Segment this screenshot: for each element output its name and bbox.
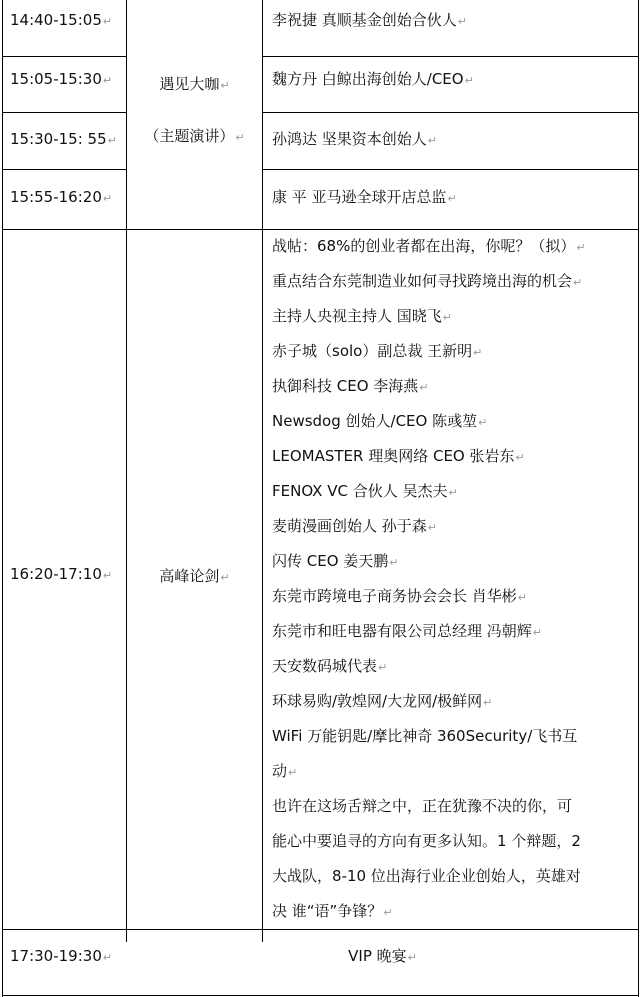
time-cell: 15:05-15:30↵ [10,70,113,88]
row-divider [262,56,639,57]
forum-line: 闪传 CEO 姜天鹏↵ [272,552,399,570]
forum-line: 东莞市和旺电器有限公司总经理 冯朝辉↵ [272,622,542,640]
table-border-right [638,0,639,997]
time-cell: 15:30-15: 55↵ [10,130,117,148]
time-cell: 17:30-19:30↵ [10,947,113,965]
column-divider-2 [262,0,263,942]
forum-line: 环球易购/敦煌网/大龙网/极鲜网↵ [272,692,493,710]
forum-line: 主持人央视主持人 国晓飞↵ [272,307,452,325]
forum-line: 赤子城（solo）副总裁 王新明↵ [272,342,483,360]
forum-line: 决 谁“语”争锋？↵ [272,902,393,920]
session-label: 遇见大咖↵ [159,75,230,93]
forum-line: 战帖：68%的创业者都在出海，你呢？（拟）↵ [272,237,586,255]
speaker-cell: 魏方丹 白鲸出海创始人/CEO↵ [272,70,474,88]
time-cell: 16:20-17:10↵ [10,565,113,583]
session-label: 高峰论剑↵ [159,567,230,585]
speaker-cell: 康 平 亚马逊全球开店总监↵ [272,188,457,206]
speaker-cell: 李祝捷 真顺基金创始合伙人↵ [272,11,467,29]
forum-line: LEOMASTER 理奥网络 CEO 张岩东↵ [272,447,525,465]
forum-line: 天安数码城代表↵ [272,657,388,675]
time-cell: 15:55-16:20↵ [10,188,113,206]
forum-line: 能心中要追寻的方向有更多认知。1 个辩题，2 [272,832,581,850]
forum-line: Newsdog 创始人/CEO 陈彧堃↵ [272,412,488,430]
time-cell: 14:40-15:05↵ [10,11,113,29]
row-divider [2,112,126,113]
row-divider [2,229,639,230]
forum-line: 重点结合东莞制造业如何寻找跨境出海的机会↵ [272,272,583,290]
forum-line: 大战队，8-10 位出海行业企业创始人，英雄对 [272,867,581,885]
forum-line: 动↵ [272,762,298,780]
forum-line: 麦萌漫画创始人 孙于森↵ [272,517,437,535]
table-border-left [2,0,3,997]
dinner-label: VIP 晚宴↵ [348,947,417,965]
row-divider [262,112,639,113]
row-divider [2,995,639,996]
row-divider [2,56,126,57]
row-divider [262,169,639,170]
forum-line: 东莞市跨境电子商务协会会长 肖华彬↵ [272,587,527,605]
speaker-cell: 孙鸿达 坚果资本创始人↵ [272,130,437,148]
row-divider [2,929,639,930]
forum-line: WiFi 万能钥匙/摩比神奇 360Security/飞书互 [272,727,578,745]
forum-line: 也许在这场舌辩之中，正在犹豫不决的你，可 [272,797,573,815]
forum-line: 执御科技 CEO 李海燕↵ [272,377,429,395]
session-subtitle: （主题演讲）↵ [144,127,245,145]
forum-line: FENOX VC 合伙人 吴杰夫↵ [272,482,458,500]
row-divider [2,169,126,170]
